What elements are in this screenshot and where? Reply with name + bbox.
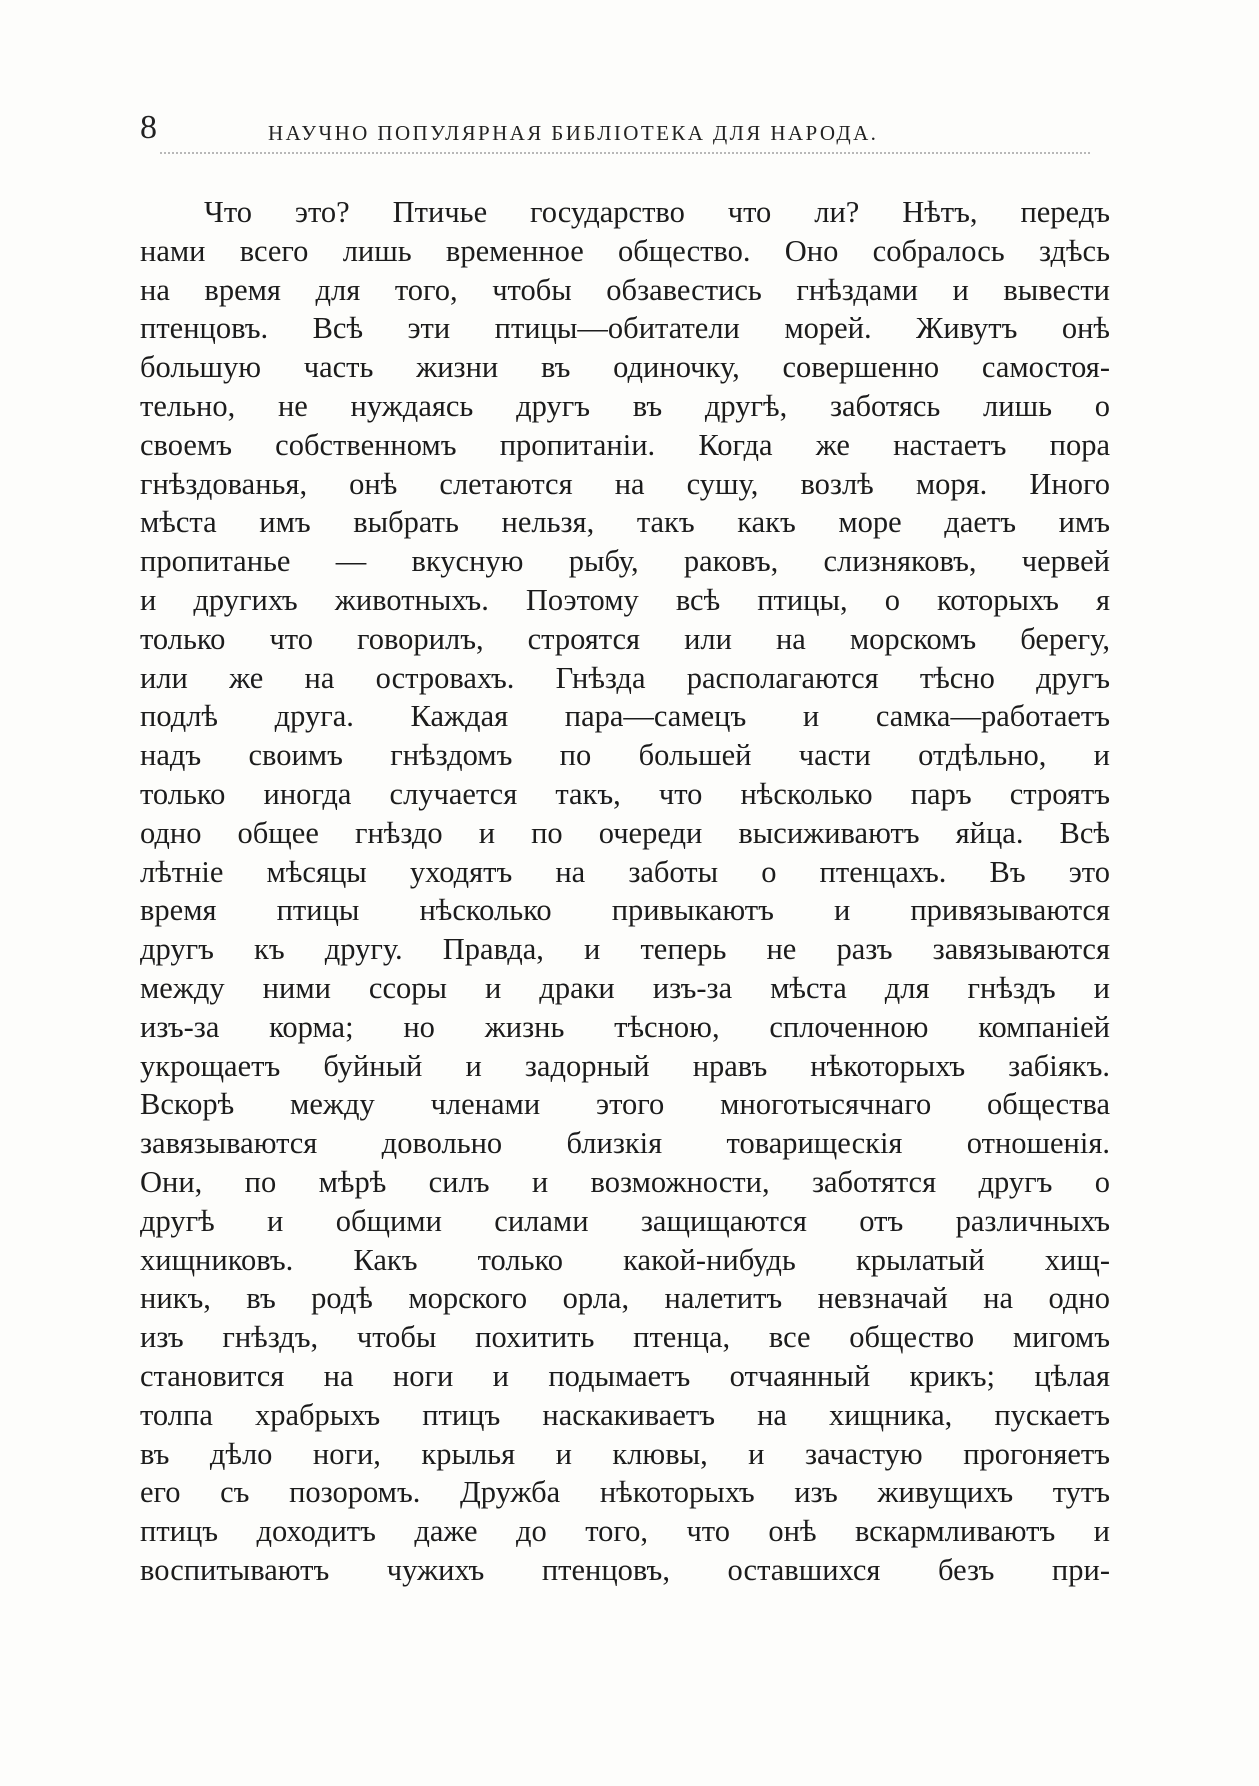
text-line: лѣтніе мѣсяцы уходятъ на заботы о птенцахъ. Въ это (140, 854, 1110, 889)
text-line: Они, по мѣрѣ силъ и возможности, заботятся другъ о (140, 1164, 1110, 1199)
text-line: и другихъ животныхъ. Поэтому всѣ птицы, о которыхъ я (140, 582, 1110, 617)
text-line: подлѣ друга. Каждая пара—самецъ и самка—работаетъ (140, 699, 1110, 734)
text-line: Вскорѣ между членами этого многотысячнаго общества (140, 1087, 1110, 1122)
text-line: пропитанье — вкусную рыбу, раковъ, слизняковъ, червей (140, 544, 1110, 579)
text-line: или же на островахъ. Гнѣзда располагаются тѣсно другъ (140, 660, 1110, 695)
text-line: хищниковъ. Какъ только какой-нибудь крылатый хищ- (140, 1242, 1110, 1277)
text-line: его съ позоромъ. Дружба нѣкоторыхъ изъ живущихъ тутъ (140, 1475, 1110, 1510)
text-line: укрощаетъ буйный и задорный нравъ нѣкоторыхъ забіякъ. (140, 1048, 1110, 1083)
running-head: НАУЧНО ПОПУЛЯРНАЯ БИБЛІОТЕКА ДЛЯ НАРОДА. (268, 121, 879, 145)
text-line: птицъ доходитъ даже до того, что онѣ вскармливаютъ и (140, 1514, 1110, 1549)
text-line: только что говорилъ, строятся или на морскомъ берегу, (140, 621, 1110, 656)
text-line: другѣ и общими силами защищаются отъ различныхъ (140, 1203, 1110, 1238)
text-line: нами всего лишь временное общество. Оно собралось здѣсь (140, 233, 1110, 268)
text-line: толпа храбрыхъ птицъ наскакиваетъ на хищника, пускаетъ (140, 1397, 1110, 1432)
text-line: на время для того, чтобы обзавестись гнѣздами и вывести (140, 272, 1110, 307)
text-line: завязываются довольно близкія товарищескія отношенія. (140, 1126, 1110, 1161)
text-line: становится на ноги и подымаетъ отчаянный крикъ; цѣлая (140, 1358, 1110, 1393)
text-line: между ними ссоры и драки изъ-за мѣста для гнѣздъ и (140, 970, 1110, 1005)
text-line: одно общее гнѣздо и по очереди высиживаютъ яйца. Всѣ (140, 815, 1110, 850)
text-line: въ дѣло ноги, крылья и клювы, и зачастую прогоняетъ (140, 1436, 1110, 1471)
text-line: своемъ собственномъ пропитаніи. Когда же настаетъ пора (140, 427, 1110, 462)
text-line: надъ своимъ гнѣздомъ по большей части отдѣльно, и (140, 738, 1110, 773)
text-line: большую часть жизни въ одиночку, совершенно самостоя- (140, 350, 1110, 385)
text-line: гнѣздованья, онѣ слетаются на сушу, возлѣ моря. Иного (140, 466, 1110, 501)
text-line: мѣста имъ выбрать нельзя, такъ какъ море даетъ имъ (140, 505, 1110, 540)
text-line: время птицы нѣсколько привыкаютъ и привязываются (140, 893, 1110, 928)
text-line: только иногда случается такъ, что нѣсколько паръ строятъ (140, 776, 1110, 811)
text-line: другъ къ другу. Правда, и теперь не разъ завязываются (140, 932, 1110, 967)
text-line: тельно, не нуждаясь другъ въ другѣ, заботясь лишь о (140, 388, 1110, 423)
text-line: птенцовъ. Всѣ эти птицы—обитатели морей. Живутъ онѣ (140, 311, 1110, 346)
text-line: изъ гнѣздъ, чтобы похитить птенца, все общество мигомъ (140, 1320, 1110, 1355)
text-line: Что это? Птичье государство что ли? Нѣтъ, передъ (204, 195, 1110, 229)
header-divider (160, 152, 1090, 154)
text-line: никъ, въ родѣ морского орла, налетитъ невзначай на одно (140, 1281, 1110, 1316)
text-line: изъ-за корма; но жизнь тѣсною, сплоченною компаніей (140, 1009, 1110, 1044)
page-number: 8 (140, 109, 157, 146)
text-line: воспитываютъ чужихъ птенцовъ, оставшихся безъ при- (140, 1552, 1110, 1587)
body-text (140, 193, 1110, 1590)
page-header (140, 108, 1110, 156)
